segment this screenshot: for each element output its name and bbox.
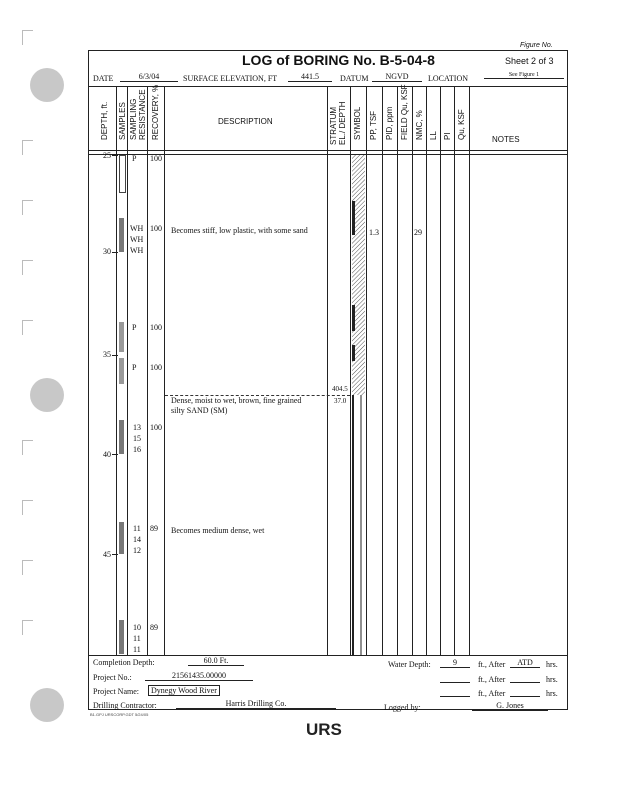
sampling-resistance: P xyxy=(132,363,137,372)
date-label: DATE xyxy=(93,74,114,83)
col-header-qu: Qu, KSF xyxy=(457,109,466,140)
sampling-resistance: 12 xyxy=(133,546,141,555)
pp-value: 1.3 xyxy=(369,228,379,237)
water-depth-value: 9 xyxy=(440,658,470,668)
sample-marker xyxy=(119,620,124,654)
col-header-nmc: NMC, % xyxy=(415,110,424,140)
description-text: Becomes medium dense, wet xyxy=(171,526,265,535)
sampling-resistance: P xyxy=(132,154,137,163)
col-header-ll: LL xyxy=(429,131,438,140)
col-header-notes: NOTES xyxy=(492,135,520,144)
depth-tick xyxy=(112,155,118,156)
stratum-description: silty SAND (SM) xyxy=(171,406,228,415)
sampling-resistance: 11 xyxy=(133,645,141,654)
contractor-label: Drilling Contractor: xyxy=(93,701,157,710)
datum-label: DATUM xyxy=(340,74,369,83)
binder-hole xyxy=(30,68,64,102)
logged-by-label: Logged by: xyxy=(384,703,421,712)
symbol-dark-band xyxy=(352,305,355,331)
col-header-description: DESCRIPTION xyxy=(218,117,273,126)
margin-mark xyxy=(22,30,33,45)
sampling-resistance: 10 xyxy=(133,623,141,632)
depth-tick-label: 40 xyxy=(103,450,111,459)
surface-elevation-value: 441.5 xyxy=(288,72,332,82)
col-header-samples: SAMPLES xyxy=(118,102,127,140)
stratum-description: Dense, moist to wet, brown, fine grained xyxy=(171,396,302,405)
completion-depth-label: Completion Depth: xyxy=(93,658,155,667)
depth-tick-label: 30 xyxy=(103,247,111,256)
margin-mark xyxy=(22,560,33,575)
col-sep xyxy=(397,86,398,655)
margin-mark xyxy=(22,260,33,275)
sheet-number: Sheet 2 of 3 xyxy=(505,56,554,66)
col-sep xyxy=(116,86,117,655)
depth-tick xyxy=(112,554,118,555)
col-header-sampling-resistance: SAMPLING RESISTANCE xyxy=(129,89,147,140)
symbol-dark-band xyxy=(352,345,355,361)
header-top-rule xyxy=(88,86,568,87)
sampling-resistance: 16 xyxy=(133,445,141,454)
col-sep xyxy=(127,86,128,655)
margin-mark xyxy=(22,140,33,155)
sample-marker xyxy=(119,155,126,193)
col-sep xyxy=(440,86,441,655)
margin-mark xyxy=(22,500,33,515)
col-sep xyxy=(454,86,455,655)
col-sep xyxy=(469,86,470,655)
blank-line xyxy=(510,688,540,697)
project-name-value: Dynegy Wood River xyxy=(148,685,220,696)
nmc-value: 29 xyxy=(414,228,422,237)
col-header-stratum: STRATUM EL./ DEPTH xyxy=(329,101,347,145)
sample-marker xyxy=(119,420,124,454)
col-header-field-qu: FIELD Qu, KSF xyxy=(400,84,409,140)
location-label: LOCATION xyxy=(428,74,468,83)
sampling-resistance: WH xyxy=(130,246,144,255)
project-no-value: 21561435.00000 xyxy=(145,671,253,681)
col-header-recovery: RECOVERY, % xyxy=(151,84,160,140)
sampling-resistance: 11 xyxy=(133,634,141,643)
sample-marker xyxy=(119,322,124,352)
margin-mark xyxy=(22,200,33,215)
recovery-value: 89 xyxy=(150,524,158,533)
date-value: 6/3/04 xyxy=(120,72,178,82)
margin-mark xyxy=(22,440,33,455)
margin-mark xyxy=(22,620,33,635)
location-value: See Figure 1 xyxy=(484,72,564,79)
completion-depth-value: 60.0 Ft. xyxy=(188,656,244,666)
hrs-label: hrs. xyxy=(546,660,558,669)
boring-log-frame xyxy=(88,50,568,710)
margin-mark xyxy=(22,320,33,335)
ft-after-label: ft., After xyxy=(478,689,506,698)
header-bottom-rule xyxy=(88,150,568,151)
description-text: Becomes stiff, low plastic, with some sand xyxy=(171,226,308,235)
recovery-value: 100 xyxy=(150,323,162,332)
recovery-value: 100 xyxy=(150,363,162,372)
project-name-label: Project Name: xyxy=(93,687,139,696)
datum-value: NGVD xyxy=(372,72,422,82)
sampling-resistance: 14 xyxy=(133,535,141,544)
binder-hole xyxy=(30,378,64,412)
sampling-resistance: 11 xyxy=(133,524,141,533)
sampling-resistance: P xyxy=(132,323,137,332)
project-no-label: Project No.: xyxy=(93,673,132,682)
col-sep xyxy=(164,86,165,655)
sample-marker xyxy=(119,522,124,554)
soil-symbol-column xyxy=(351,155,366,655)
surface-elevation-label: SURFACE ELEVATION, FT xyxy=(183,74,278,83)
recovery-value: 100 xyxy=(150,224,162,233)
blank-line xyxy=(510,674,540,683)
file-path: B1.GPJ URSCORP.GDT 5/24/05 xyxy=(90,712,149,717)
depth-tick-label: 25 xyxy=(103,151,111,160)
recovery-value: 100 xyxy=(150,154,162,163)
water-depth-label: Water Depth: xyxy=(388,660,431,669)
sample-marker xyxy=(119,358,124,384)
stratum-depth: 37.0 xyxy=(334,397,347,405)
col-sep xyxy=(327,86,328,655)
atd-value: ATD xyxy=(510,658,540,668)
sampling-resistance: WH xyxy=(130,224,144,233)
blank-line xyxy=(440,701,470,710)
blank-line xyxy=(440,688,470,697)
depth-tick-label: 35 xyxy=(103,350,111,359)
page-title: LOG of BORING No. B-5-04-8 xyxy=(242,52,435,68)
sampling-resistance: 13 xyxy=(133,423,141,432)
depth-tick xyxy=(112,252,118,253)
sampling-resistance: WH xyxy=(130,235,144,244)
col-sep xyxy=(366,86,367,655)
depth-tick-label: 45 xyxy=(103,550,111,559)
col-sep xyxy=(147,86,148,655)
logged-by-value: G. Jones xyxy=(472,701,548,711)
urs-logo: URS xyxy=(306,720,342,739)
col-sep xyxy=(426,86,427,655)
stratum-elevation: 404.5 xyxy=(332,385,348,393)
sample-marker xyxy=(119,218,124,252)
recovery-value: 100 xyxy=(150,423,162,432)
blank-line xyxy=(440,674,470,683)
col-header-pid: PID, ppm xyxy=(385,106,394,140)
col-header-symbol: SYMBOL xyxy=(353,106,362,140)
log-bottom-rule xyxy=(88,655,568,656)
hrs-label: hrs. xyxy=(546,689,558,698)
hrs-label: hrs. xyxy=(546,675,558,684)
depth-tick xyxy=(112,454,118,455)
col-sep xyxy=(412,86,413,655)
ft-after-label: ft., After xyxy=(478,660,506,669)
col-header-depth: DEPTH, ft. xyxy=(100,101,109,140)
figure-no: Figure No. xyxy=(520,42,553,49)
recovery-value: 89 xyxy=(150,623,158,632)
col-header-pp: PP, TSF xyxy=(369,110,378,140)
ft-after-label: ft., After xyxy=(478,675,506,684)
col-header-pi: PI xyxy=(443,132,452,140)
col-sep xyxy=(382,86,383,655)
binder-hole xyxy=(30,688,64,722)
sampling-resistance: 15 xyxy=(133,434,141,443)
symbol-dark-band xyxy=(352,201,355,235)
contractor-value: Harris Drilling Co. xyxy=(176,699,336,709)
depth-tick xyxy=(112,355,118,356)
